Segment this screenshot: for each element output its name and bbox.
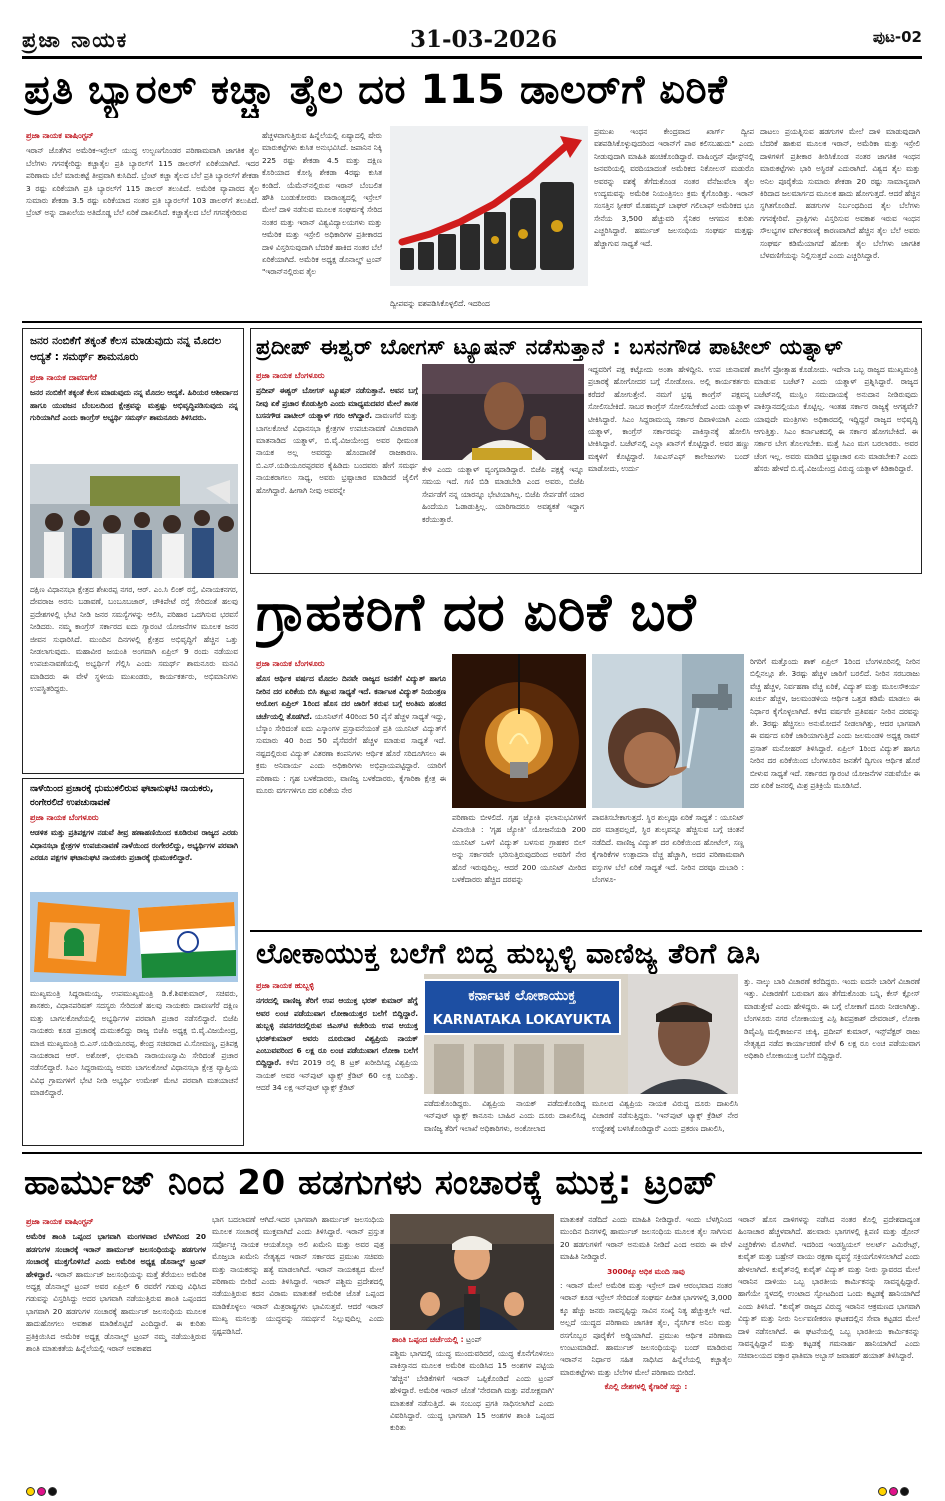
story3-col1 bbox=[256, 658, 446, 928]
story3-col3: ಪಾವತಿಸಬೇಕಾಗುತ್ತದೆ. ಸ್ಥಿರ ಶುಲ್ಕವೂ ಏರಿಕೆ ಸಾಧ್ಯತೆ : ಯೂನಿಟ್ ದರ ಮಾತ್ರವಲ್ಲದೆ, ಸ್ಥಿರ ಶುಲ್ಕವನ್ನೂ ಹೆಚ್ಚಿಸುವ ಬಗ್ಗೆ ಚಿಂತನೆ ನಡೆದಿದೆ. ವಾಣಿಜ್ಯ ವಿದ್ಯುತ್ ದರ ಏರಿಕೆಯಿಂದ ಹೋಟೆಲ್, ಸಣ್ಣ ಕೈಗಾರಿಕೆಗಳ ಉತ್ಪಾದನಾ ವೆಚ್ಚ ಹೆಚ್ಚಾಗಿ, ಅದರ ಪರಿಣಾಮವಾಗಿ ವಸ್ತುಗಳ ಬೆಲೆ ಏರಿಕೆ ಸಾಧ್ಯತೆ ಇದೆ. ನೀರಿನ ದರವೂ ದುಬಾರಿ : ಬೆಂಗಳೂ- bbox=[592, 813, 744, 885]
side2-byline: ಪ್ರಜಾ ನಾಯಕ ಬೆಂಗಳೂರು bbox=[30, 813, 99, 822]
side1-intro bbox=[30, 372, 238, 456]
side1-headline: ಜನರ ನಂಬಿಕೆಗೆ ತಕ್ಕಂತೆ ಕೆಲಸ ಮಾಡುವುದು ನನ್ನ ಮೊದಲ ಆದ್ಯತೆ : ಸಮರ್ಥ್ ಶಾಮನೂರು bbox=[30, 335, 222, 363]
story5-subhead-a: 3000ಕ್ಕೂ ಅಧಿಕ ಮಂದಿ ಸಾವು bbox=[607, 1266, 685, 1276]
footer-color-dots-left bbox=[26, 1481, 59, 1491]
side1-byline: ಪ್ರಜಾ ನಾಯಕ ದಾವಣಗೆರೆ bbox=[30, 373, 97, 382]
story5-intro: ಅಮೆರಿಕ ಶಾಂತಿ ಒಪ್ಪಂದ ಭಾಗವಾಗಿ ಮಂಗಳವಾರ ಬೆಳಗಿನಿಂದ 20 ಹಡಗುಗಳ ಸಂಚಾರಕ್ಕೆ ಇರಾನ್ ಹಾರ್ಮುಜ್ ಜಲಸಂಧಿಯನ್ನು ಹಡಗುಗಳ ಸಂಚಾರಕ್ಕೆ ಮುಕ್ತಗೊಳಿಸಿದೆ ಎಂದು ಅಮೆರಿಕ ಅಧ್ಯಕ್ಷ ಡೊನಾಲ್ಡ್ ಟ್ರಂಪ್ ಹೇಳಿದ್ದಾರೆ. bbox=[26, 1232, 206, 1279]
story1-col3: ಪ್ರಮುಖ ಇಂಧನ ಕೇಂದ್ರವಾದ ಖಾರ್ಗ್ ದ್ವೀಪ ವಶಪಡಿಸಿಕೊಳ್ಳುವುದರಿಂದ ಇರಾನ್‌ಗೆ ಪಾಠ ಕಲಿಸಬಹುದು" ಎಂದು ನೀಡುವುದಾಗಿ ಮಾಹಿತಿ ಹಂಚಿಕೊಂಡಿದ್ದಾರೆ. ವಾಷಿಂಗ್ಟನ್ ಪೋಸ್ಟ್‌ನಲ್ಲಿ ಜನವರಿಯಲ್ಲಿ ವರದಿಯಾದಂತೆ ಅಮೆರಿಕದ ನಿಕೋಲಸ್ ಮಡುರೊ ಅವರನ್ನು ವಶಕ್ಕೆ ತೆಗೆದುಕೊಂಡ ನಂತರ ವೆನೆಜುವೆಲಾ ತೈಲ ಉದ್ಯಮವನ್ನು ಅಮೆರಿಕ ನಿಯಂತ್ರಿಸಲು ಕ್ರಮ ಕೈಗೊಂಡಿತ್ತು. ಇರಾನ್ ಸಂಸತ್ತಿನ ಸ್ಪೀಕರ್ ಮೊಹಮ್ಮದ್ ಬಾಘರ್ ಗಲಿಬಾಫ್ ಅಮೆರಿಕದ ಭೂ ಸೇನೆಯ 3,500 ಹೆಚ್ಚುವರಿ ಸೈನಿಕರ ಆಗಮನ ಕುರಿತು ಎಚ್ಚರಿಸಿದ್ದಾರೆ. ಹರ್ಮುಜ್ ಜಲಸಂಧಿಯ ಸಂಘರ್ಷ ಮತ್ತಷ್ಟು ಹೆಚ್ಚಾಗುವ ಸಾಧ್ಯತೆ ಇದೆ. bbox=[594, 127, 754, 248]
story5-col4-a: ಮಾತುಕತೆ ನಡೆದಿದೆ ಎಂದು ಮಾಹಿತಿ ನೀಡಿದ್ದಾರೆ. ಇಂದು ಬೆಳಗ್ಗಿನಿಂದ ಮುಂದಿನ ದಿನಗಳಲ್ಲಿ ಹಾರ್ಮುಜ್ ಜಲಸಂಧಿಯ ಮೂಲಕ ತೈಲ ಸಾಗಿಸುವ 20 ಹಡಗುಗಳಿಗೆ ಇರಾನ್ ಅನುಮತಿ ನೀಡಿದೆ ಎಂದ ಅವರು ಈ ವೇಳೆ ಮಾಹಿತಿ ನೀಡಿದ್ದಾರೆ. bbox=[560, 1215, 732, 1262]
story1-col4: ದಾಟಲು ಪ್ರಯತ್ನಿಸುವ ಹಡಗುಗಳ ಮೇಲೆ ದಾಳಿ ಮಾಡುವುದಾಗಿ ಬೆದರಿಕೆ ಹಾಕುವ ಮೂಲಕ ಇರಾನ್, ಅಮೆರಿಕಾ ಮತ್ತು ಇಸ್ರೇಲಿ ದಾಳಿಗಳಿಗೆ ಪ್ರತೀಕಾರ ತೀರಿಸಿಕೊಂಡ ನಂತರ ಜಾಗತಿಕ ಇಂಧನ ಮಾರುಕಟ್ಟೆಗಳು ಭಾರಿ ಅಸ್ಥಿರತೆ ಎದುರಾಗಿದೆ. ವಿಶ್ವದ ತೈಲ ಮತ್ತು ಅನಿಲ ಪೂರೈಕೆಯ ಸುಮಾರು ಶೇಕಡಾ 20 ರಷ್ಟು ಸಾಮಾನ್ಯವಾಗಿ ಕಿರಿದಾದ ಜಲಮಾರ್ಗದ ಮೂಲಕ ಹಾದು ಹೋಗುತ್ತದೆ. ಆದರೆ ಹೆಚ್ಚಿನ ಸ್ಥಗಿತಗೊಂಡಿದೆ. ಹಡಗುಗಳ ನಿರ್ಬಂಧದಿಂದ ತೈಲ ಬೆಲೆಗಳು ಗಗನಕ್ಕೇರಿವೆ. ಪ್ರಾಕ್ಸಿಗಳು ವಿಸ್ತರಿಸುವ ಅವಕಾಶ ಇರುವ ಇಂಧನ ಸೌಲಭ್ಯಗಳ ವರ್ಗೀಕರಣಕ್ಕೆ ಕಾರಣವಾಗಿದೆ ಹೆಚ್ಚಿನ ತೈಲ ಬೆಲೆ ಅವರು ಸಂಘರ್ಷ ಕಡಿಮೆಯಾಗದೆ ಹೋಕು ತೈಲ ಬೆಲೆಗಳು ಜಾಗತಿಕ ಬೆಳವಣಿಗೆಯನ್ನು ನಿಲ್ಲಿಸುತ್ತದೆ ಎಂದು ಎಚ್ಚರಿಸಿದ್ದಾರೆ. bbox=[760, 127, 920, 261]
story5-caption-bold: ಶಾಂತಿ ಒಪ್ಪಂದ ಚರ್ಚೆಯಲ್ಲಿ : bbox=[392, 1335, 464, 1344]
story1-col1-text: ಇರಾನ್ ಜೊತೆಗಿನ ಅಮೆರಿಕ-ಇಸ್ರೇಲ್ ಯುದ್ಧ ಉಲ್ಬಣಗೊಂಡರ ಪರಿಣಾಮವಾಗಿ ಜಾಗತಿಕ ತೈಲ ಬೆಲೆಗಳು ಗಗನಕ್ಕೇರಿದ್ದು ಕಚ್ಚಾತೈಲ ಪ್ರತಿ ಬ್ಯಾರಲ್‌ಗೆ 115 ಡಾಲರ್‌ಗೆ ಏರಿಕೆಯಾಗಿದೆ. ಇದರ ಪರಿಣಾಮ ಬೆಲೆ ಮಾರುಕಟ್ಟೆ ತೀವ್ರವಾಗಿ ಕುಸಿದಿದೆ. ಬ್ರೆಂಟ್ ಕಚ್ಚಾ ತೈಲದ ಬೆಲೆ ಪ್ರತಿ ಬ್ಯಾರಲ್‌ಗೆ ಶೇಕಡಾ 3 ರಷ್ಟು ಏರಿಕೆಯಾಗಿ ಪ್ರತಿ ಬ್ಯಾರಲ್‌ಗೆ 115 ಡಾಲರ್ ತಲುಪಿದೆ. ಅಮೆರಿಕ ವ್ಯಾಪಾರದ ತೈಲ ಸುಮಾರು ಶೇಕಡಾ 3.5 ರಷ್ಟು ಏರಿಕೆಯಾದ ನಂತರ ಪ್ರತಿ ಬ್ಯಾರಲ್‌ಗೆ 103 ಡಾಲರ್‌ಗೆ ತಲುಪಿದೆ. ಬ್ರೆಂಟ್ ಅನ್ನು ದಾಖಲೆಯ ಅತಿದೊಡ್ಡ ಬೆಲೆ ಏರಿಕೆ ದಾಖಲಿಸಿದೆ. ಕಚ್ಚಾತೈಲದ ಬೆಲೆ ಗಗನಕ್ಕೇರಿರುವ bbox=[26, 146, 259, 218]
story1-byline: ಪ್ರಜಾ ನಾಯಕ ವಾಷಿಂಗ್ಟನ್ bbox=[26, 131, 94, 140]
story4-col1-text: ಕಳೆದ 2019 ರಲ್ಲಿ 8 ಟ್ರಕ್ ಖರೀದಿಸಿದ್ದ ವಿಶ್ವಪ್ರಿಯ ನಾಯಕ್ ಅವರ ಇನ್‌ಪುಟ್ ಟ್ಯಾಕ್ಸ್ ಕ್ರೆಡಿಟ್ 60 ಲಕ್ಷ ಬಂದಿತ್ತು. ಆದರೆ 34 ಲಕ್ಷ ಇನ್‌ಪುಟ್ ಟ್ಯಾಕ್ಸ್ ಕ್ರೆಡಿಟ್ bbox=[256, 1058, 418, 1093]
story5-caption-text: ಟ್ರಂಪ್ bbox=[466, 1335, 482, 1344]
story3-byline: ಪ್ರಜಾ ನಾಯಕ ಬೆಂಗಳೂರು bbox=[256, 659, 325, 668]
story5-subhead-b: ಕೊಲ್ಲಿ ದೇಶಗಳಲ್ಲಿ ಕೈಗಾರಿಕೆ ಸದ್ದು : bbox=[604, 1382, 688, 1392]
story5-headline: ಹಾರ್ಮುಜ್ ನಿಂದ 20 ಹಡಗುಗಳು ಸಂಚಾರಕ್ಕೆ ಮುಕ್ತ: ಟ್ರಂಪ್ bbox=[24, 1163, 717, 1203]
story5-col2: ಭಾಗ ಬದಲಾವಣೆ ಆಗಿದೆ.ಇದರ ಭಾಗವಾಗಿ ಹಾರ್ಮುಜ್ ಜಲಸಂಧಿಯ ಮೂಲಕ ಸಂಚಾರಕ್ಕೆ ಮುಕ್ತವಾಗಿದೆ ಎಂದು ತಿಳಿಸಿದ್ದಾರೆ. ಇರಾನ್ ಪ್ರಸ್ತುತ ಸರ್ವೋಚ್ಚ ನಾಯಕ ಆಯತೊಲ್ಲಾ ಅಲಿ ಖಮೇನಿ ಮತ್ತು ಅವರ ಪುತ್ರ ಮೊಜ್ತಬಾ ಖಮೇನಿ ನೇತೃತ್ವದ ಇರಾನ್ ಸರ್ಕಾರದ ಪ್ರಮುಖ ಸಚಿವರು ಮತ್ತು ನಾಯಕರನ್ನು ಹತ್ಯೆ ಮಾಡಲಾಗಿದೆ. ಇರಾನ್ ನಾಯಕತ್ವದ ಮೇಲೆ ಪರಿಣಾಮ ಬೀರಿದೆ ಎಂದು ತಿಳಿಸಿದ್ದಾರೆ. ಇರಾನ್ ಪಶ್ಚಿಮ ಪ್ರದೇಶದಲ್ಲಿ ನಡೆಯುತ್ತಿರುವ ಕದನ ವಿರಾಮ ಮಾತುಕತೆ ಅಮೆರಿಕ ಜೊತೆ ಒಪ್ಪಂದ ಮಾಡಿಕೊಳ್ಳಲು ಇರಾನ್ ಮಿತ್ರರಾಷ್ಟ್ರಗಳು ಭಾವಿಸುತ್ತವೆ. ಆದರೆ ಇರಾನ್ ಮುಖ್ಯ ಮಸಲತ್ತು ಯುದ್ಧವನ್ನು ಸಮರ್ಥನೆ ನಿಲ್ಲುವುದಿಲ್ಲ ಎಂದು ಸ್ಪಷ್ಟಪಡಿಸಿದೆ. bbox=[212, 1215, 384, 1336]
story2-col4: ಶಾಲೆಗೆ ಪ್ರೋತ್ಸಾಹ ಕೊಡೋದು. ಇದೇನಾ ಒಬ್ಬ ರಾಜ್ಯದ ಮುಖ್ಯಮಂತ್ರಿ ಮಾಡುವ ಬಜೆಟ್? ಎಂದು ಯತ್ನಾಳ್ ಪ್ರಶ್ನಿಸಿದ್ದಾರೆ. ರಾಜ್ಯದ ಬಜೆಟ್‌ನಲ್ಲಿ ಮುಸ್ಲಿಂ ಸಮುದಾಯಕ್ಕೆ ಅನುದಾನ ನೀಡಿರುವುದು ಪಾಕಿಸ್ತಾನದಲ್ಲಿಯೂ ಕೊಟ್ಟಿಲ್ಲ. ಇಂತಹ ಸರ್ಕಾರ ರಾಜ್ಯಕ್ಕೆ ಅಗತ್ಯವೇ? ಯಾವುದೇ ಮಂತ್ರಿಗಳು ಅಧಿಕಾರದಲ್ಲಿ ಇದ್ದಿದ್ದರೆ ರಾಜ್ಯದ ಅಭಿವೃದ್ಧಿ ಆಗುತ್ತಿತ್ತು. ಸಿಎಂ ಕರ್ನಾಟಕದಲ್ಲಿ ಈ ಸರ್ಕಾರ ಹೋಗಬೇಕಿದೆ. ಈ ಸರ್ಕಾರ ಬೇಗ ತೊಲಗಬೇಕು. ಮತ್ತೆ ಸಿಎಂ ಮಗ ಬರಲಾರರು. ಅವರ ಚೆಂಗ ಇಲ್ಲ. ಅವರು ಮಾಡಿದ ಭ್ರಷ್ಟಾಚಾರ ಏನು ಮಾಡಬೇಕು? ಎಂದು ಹೆಸರು ಹೇಳದೆ ಬಿ.ವೈ.ವಿಜಯೇಂದ್ರ ವಿರುದ್ಧ ಯತ್ನಾಳ್ ಕಿಡಿಕಾರಿದ್ದಾರೆ. bbox=[754, 365, 918, 474]
story4-col4: ತ್ತು. ನಾಲ್ಕು ಬಾರಿ ವಿಚಾರಣೆ ಕರೆದಿದ್ದರು. ಇಂದು ಐದನೇ ಬಾರಿಗೆ ವಿಚಾರಣೆ ಇತ್ತು. ವಿಚಾರಣೆಗೆ ಬರುವಾಗ ಹಣ ತೆಗೆದುಕೊಂಡು ಬನ್ನಿ, ಕೇಸ್ ಕ್ಲೋಸ್ ಮಾಡುತ್ತೇವೆ ಎಂದು ಹೇಳಿದ್ದರು. ಈ ಬಗ್ಗೆ ಲೋಕಾಗೆ ದೂರು ನೀಡಲಾಗಿತ್ತು. ಬೆಂಗಳೂರು ನಗರ ಲೋಕಾಯುಕ್ತ ಎಸ್ಪಿ ಶಿವಪ್ರಕಾಶ್ ದೇವರಾಜ್, ಲೋಕಾ ಡಿವೈಎಸ್ಪಿ ಮಲ್ಲಿಕಾರ್ಜುನ ಚುಕ್ಕಿ, ಪ್ರದೀಪ್ ಕುಮಾರ್, ಇನ್ಸ್‌ಪೆಕ್ಟರ್ ರಾಜು ನೇತೃತ್ವದ ನಡೆದ ಕಾರ್ಯಾಚರಣೆ ವೇಳೆ 6 ಲಕ್ಷ ರೂ ಲಂಚ ಪಡೆಯುವಾಗ ಅಧಿಕಾರಿ ಲೋಕಾಯುಕ್ತ ಬಲೆಗೆ ಬಿದ್ದಿದ್ದಾರೆ. bbox=[744, 977, 920, 1061]
story4-intro: ನಗರದಲ್ಲಿ ವಾಣಿಜ್ಯ ತೆರಿಗೆ ಉಪ ಆಯುಕ್ತ ಭರತ್ ಕುಮಾರ್ ಹೆಗ್ಡೆ ಅವರ ಲಂಚ ಪಡೆಯುವಾಗ ಲೋಕಾಯುಕ್ತರ ಬಲೆಗೆ ಬಿದ್ದಿದ್ದಾರೆ. ಹುಬ್ಬಳ್ಳಿ ನವನಗರದಲ್ಲಿರುವ ಜಿಎಸ್‌ಟಿ ಕಚೇರಿಯ ಉಪ ಆಯುಕ್ತ ಭರತ್‌ಕುಮಾರ್ ಅವರು ದೂರುದಾರ ವಿಶ್ವಪ್ರಿಯ ನಾಯಕ್ ಎಂಬುವವರಿಂದ 6 ಲಕ್ಷ ರೂ ಲಂಚ ಪಡೆಯುವಾಗ ಲೋಕಾ ಬಲೆಗೆ ಬಿದ್ದಿದ್ದಾರೆ. bbox=[256, 996, 418, 1068]
story4-byline: ಪ್ರಜಾ ನಾಯಕ ಹುಬ್ಬಳ್ಳಿ bbox=[256, 981, 314, 990]
story5-col3: ಪಶ್ಚಿಮ ಭಾಗದಲ್ಲಿ ಯುದ್ಧ ಮುಂದುವರಿದರೆ, ಯುದ್ಧ ಕೊನೆಗೊಳಿಸಲು ಪಾಕಿಸ್ತಾನದ ಮೂಲಕ ಅಮೆರಿಕ ಮಂಡಿಸಿದ 15 ಅಂಶಗಳ ಪಟ್ಟಿಯ 'ಹೆಚ್ಚಿನ' ಬೇಡಿಕೆಗಳಿಗೆ ಇರಾನ್ ಒಪ್ಪಿಕೊಂಡಿದೆ ಎಂದು ಟ್ರಂಪ್ ಹೇಳಿದ್ದಾರೆ. ಅಮೆರಿಕ ಇರಾನ್ ಜೊತೆ 'ನೇರವಾಗಿ ಮತ್ತು ಪರೋಕ್ಷವಾಗಿ' ಮಾತುಕತೆ ನಡೆಸುತ್ತಿದೆ. ಈ ಸಂಬಂಧ ಪ್ರಗತಿ ಸಾಧಿಸಲಾಗಿದೆ ಎಂದು ವಿವರಿಸಿದ್ದಾರೆ. ಯುದ್ಧ ಭಾಗವಾಗಿ 15 ಅಂಶಗಳ ಶಾಂತಿ ಒಪ್ಪಂದ ಕುರಿತು bbox=[390, 1349, 554, 1433]
story3-bottom-rule bbox=[250, 930, 922, 932]
story5-photo-caption bbox=[392, 1334, 554, 1345]
story4-bottom-rule bbox=[22, 1152, 922, 1154]
story5-col5: ಇರಾನ್ ಹೊಸ ದಾಳಿಗಳನ್ನು ನಡೆಸಿದ ನಂತರ ಕೊಲ್ಲಿ ಪ್ರದೇಶದಾದ್ಯಂತ ಹಿಂಸಾಚಾರ ಹೆಚ್ಚಳವಾಗಿದೆ. ಹಲವಾರು ಭಾಗಗಳಲ್ಲಿ ಕ್ಷಿಪಣಿ ಮತ್ತು ಡ್ರೋನ್ ಎಚ್ಚರಿಕೆಗಳು ಮೊಳಗಿವೆ. ಇದರಿಂದ ಇಂಡಸ್ಟ್ರಿಯಲ್ ಅಲರ್ಟ್ ಎಮಿರೇಟ್ಸ್, ಕುವೈತ್ ಮತ್ತು ಬಹ್ರೇನ್ ವಾಯು ರಕ್ಷಣಾ ವ್ಯವಸ್ಥೆ ಸಕ್ರಿಯಗೊಳಿಸಲಾಗಿದೆ ಎಂದು ಹೇಳಲಾಗಿದೆ. ಕುವೈತ್‌ನಲ್ಲಿ ಕುವೈತ್ ವಿದ್ಯುತ್ ಮತ್ತು ನೀರು ಸ್ಥಾವರದ ಮೇಲೆ ಇರಾನಿನ ದಾಳಿಯು ಒಬ್ಬ ಭಾರತೀಯ ಕಾರ್ಮಿಕನನ್ನು ಸಾವನ್ನಪ್ಪಿದ್ದಾರೆ. ಹಾಗೆಯೇ ಸ್ಥಳದಲ್ಲಿ ಉಂಟಾದ ಸ್ಫೋಟದಿಂದ ಒಂದು ಕಟ್ಟಡಕ್ಕೆ ಹಾನಿಯಾಗಿದೆ ಎಂದು ತಿಳಿಸಿದೆ. "ಕುವೈತ್ ರಾಜ್ಯದ ವಿರುದ್ಧ ಇರಾನಿನ ಆಕ್ರಮಣದ ಭಾಗವಾಗಿ ವಿದ್ಯುತ್ ಮತ್ತು ನೀರು ನಿರ್ಲವಣೀಕರಣ ಘಟಕದಲ್ಲಿನ ಸೇವಾ ಕಟ್ಟಡದ ಮೇಲೆ ದಾಳಿ ನಡೆಸಲಾಗಿದೆ. ಈ ಘಟನೆಯಲ್ಲಿ ಒಬ್ಬ ಭಾರತೀಯ ಕಾರ್ಮಿಕನನ್ನು ಸಾವನ್ನಪ್ಪಿದ್ದಾನೆ ಮತ್ತು ಕಟ್ಟಡಕ್ಕೆ ಗಮನಾರ್ಹ ಹಾನಿಯಾಗಿದೆ ಎಂದು ಸಚಿವಾಲಯದ ವಕ್ತಾರ ಫಾತಿಮಾ ಅಬ್ಬಾಸ್ ಜವಾಹರ್ ಹಯಾತ್ ತಿಳಿಸಿದ್ದಾರೆ. bbox=[738, 1215, 920, 1361]
side2-headline: ನಾಳೆಯಿಂದ ಪ್ರಚಾರಕ್ಕೆ ಧುಮುಕಲಿರುವ ಘಟಾನುಘಟಿ ನಾಯಕರು, ರಂಗೇರಲಿದೆ ಉಪಚುನಾವಣೆ bbox=[30, 784, 214, 808]
story1-photo-caption: ದ್ವೀಪವನ್ನು ವಶಪಡಿಸಿಕೊಳ್ಳಲಿದೆ. ಇದರಿಂದ bbox=[390, 299, 490, 308]
story2-byline: ಪ್ರಜಾ ನಾಯಕ ಬೆಂಗಳೂರು bbox=[256, 371, 325, 380]
side1-intro-text: ಜನರ ನಂಬಿಕೆಗೆ ತಕ್ಕಂತೆ ಕೆಲಸ ಮಾಡುವುದು ನನ್ನ ಮೊದಲ ಆದ್ಯತೆ. ಹಿರಿಯರ ಆಶೀರ್ವಾದ ಹಾಗೂ ಯುವಜನ ಬೆಂಬಲದಿಂದ ಕ್ಷೇತ್ರವನ್ನು ಮತ್ತಷ್ಟು ಅಭಿವೃದ್ಧಿಪಡಿಸುವುದು ನನ್ನ ಗುರಿಯಾಗಿದೆ ಎಂದು ಕಾಂಗ್ರೆಸ್ ಅಭ್ಯರ್ಥಿ ಸಮರ್ಥ್ ಶಾಮನೂರು ತಿಳಿಸಿದರು. bbox=[30, 388, 238, 423]
story1-col2: ಹೆಚ್ಚಳವಾಗುತ್ತಿರುವ ಹಿನ್ನೆಲೆಯಲ್ಲಿ ಏಷ್ಯಾದಲ್ಲಿ ಷೇರು ಮಾರುಕಟ್ಟೆಗಳು ಕುಸಿತ ಅನುಭವಿಸಿದೆ. ಜಪಾನಿನ ನಿಕ್ಕಿ 225 ರಷ್ಟು ಶೇಕಡಾ 4.5 ಮತ್ತು ದಕ್ಷಿಣ ಕೊರಿಯಾದ ಕೋಸ್ಪಿ ಶೇಕಡಾ 4ರಷ್ಟು ಕುಸಿತ ಕಂಡಿದೆ. ಯೆಮೆನ್‌ನಲ್ಲಿರುವ ಇರಾನ್ ಬೆಂಬಲಿತ ಹೌತಿ ಬಂಡುಕೋರರು ವಾರಾಂತ್ಯದಲ್ಲಿ ಇಸ್ರೇಲ್ ಮೇಲೆ ದಾಳಿ ನಡೆಸುವ ಮೂಲಕ ಸಂಘರ್ಷಕ್ಕೆ ಸೇರಿದ ನಂತರ ಮತ್ತು ಇರಾನ್ ವಿಶ್ವವಿದ್ಯಾಲಯಗಳು ಮತ್ತು ಆಮೆರಿಕ ಮತ್ತು ಇಸ್ರೇಲಿ ಅಧಿಕಾರಿಗಳ ಪ್ರತೀಕಾರದ ದಾಳಿ ವಿಸ್ತರಿಸುವುದಾಗಿ ಬೆದರಿಕೆ ಹಾಕಿದ ನಂತರ ಬೆಲೆ ಏರಿಕೆಯಾಗಿದೆ. ಅಮೆರಿಕ ಅಧ್ಯಕ್ಷ ಡೊನಾಲ್ಡ್ ಟ್ರಂಪ್ "ಇರಾನ್‌ನಲ್ಲಿರುವ ತೈಲ bbox=[262, 131, 382, 277]
bulb-photo bbox=[452, 654, 586, 808]
lokayukta-photo bbox=[424, 974, 738, 1094]
masthead bbox=[22, 28, 922, 54]
side2-intro bbox=[30, 812, 238, 888]
story3-intro: ಹೊಸ ಆರ್ಥಿಕ ವರ್ಷದ ಮೊದಲ ದಿನವೇ ರಾಜ್ಯದ ಜನತೆಗೆ ವಿದ್ಯುತ್ ಹಾಗೂ ನೀರಿನ ದರ ಏರಿಕೆಯ ಬಿಸಿ ತಟ್ಟುವ ಸಾಧ್ಯತೆ ಇದೆ. ಕರ್ನಾಟಕ ವಿದ್ಯುತ್ ನಿಯಂತ್ರಣ ಆಯೋಗ ಏಪ್ರಿಲ್ 1ರಿಂದ ಹೊಸ ದರ ಜಾರಿಗೆ ತರುವ ಬಗ್ಗೆ ಅಂತಿಮ ಹಂತದ ಚರ್ಚೆಯಲ್ಲಿ ತೊಡಗಿದೆ. bbox=[256, 674, 446, 721]
trump-photo bbox=[390, 1214, 554, 1330]
side2-body: ಮುಖ್ಯಮಂತ್ರಿ ಸಿದ್ದರಾಮಯ್ಯ, ಉಪಮುಖ್ಯಮಂತ್ರಿ ಡಿ.ಕೆ.ಶಿವಕುಮಾರ್, ಸಚಿವರು, ಶಾಸಕರು, ವಿಧಾನಪರಿಷತ್ ಸದಸ್ಯರು ಸೇರಿದಂತೆ ಹಲವು ನಾಯಕರು ದಾವಣಗೆರೆ ದಕ್ಷಿಣ ಮತ್ತು ಬಾಗಲಕೋಟೆಯಲ್ಲಿ ಅಭ್ಯರ್ಥಿಗಳ ಪರವಾಗಿ ಪ್ರಚಾರ ನಡೆಸಲಿದ್ದಾರೆ. ಬಿಜೆಪಿ ನಾಯಕರು ಕೂಡ ಪ್ರಚಾರಕ್ಕೆ ದುಮುಕಲಿದ್ದು ರಾಜ್ಯ ಬಿಜೆಪಿ ಅಧ್ಯಕ್ಷ ಬಿ.ವೈ.ವಿಜಯೇಂದ್ರ, ಮಾಜಿ ಮುಖ್ಯಮಂತ್ರಿ ಬಿ.ಎಸ್.ಯಡಿಯೂರಪ್ಪ, ಕೇಂದ್ರ ಸಚಿವರಾದ ವಿ.ಸೋಮಣ್ಣ, ಪ್ರತಿಪಕ್ಷ ನಾಯಕರಾದ ಆರ್. ಅಶೋಕ್, ಛಲವಾದಿ ನಾರಾಯಣಸ್ವಾಮಿ ಸೇರಿದಂತೆ ಪ್ರಚಾರ ನಡೆಸಲಿದ್ದಾರೆ. ಸಿಎಂ ಸಿದ್ದರಾಮಯ್ಯ ಅವರು ಬಾಗಲಕೋಟೆ ವಿಧಾನಸಭಾ ಕ್ಷೇತ್ರ ವ್ಯಾಪ್ತಿಯ ವಿವಿಧ ಗ್ರಾಮಗಳಿಗೆ ಭೇಟಿ ನೀಡಿ ಅಭ್ಯರ್ಥಿ ಉಮೇಶ್ ಮೇಟಿ ಪರವಾಗಿ ಮತಯಾಚನೆ ಮಾಡಲಿದ್ದಾರೆ. bbox=[30, 989, 238, 1098]
story5-col4-b: : ಇರಾನ್ ಮೇಲೆ ಅಮೆರಿಕ ಮತ್ತು ಇಸ್ರೇಲ್ ದಾಳಿ ಆರಂಭವಾದ ನಂತರ ಇರಾನ್ ಕೂಡ ಇಸ್ರೇಲ್ ಸೇರಿದಂತೆ ಸಂಘರ್ಷ ಪೀಡಿತ ಭಾಗಗಳಲ್ಲಿ 3,000 ಕ್ಕೂ ಹೆಚ್ಚು ಜನರು ಸಾವನ್ನಪ್ಪಿದ್ದು ಸಾವಿನ ಸಂಖ್ಯೆ ನಿತ್ಯ ಹೆಚ್ಚುತ್ತಲೇ ಇದೆ. ಅಲ್ಲದೆ ಯುದ್ಧದ ಪರಿಣಾಮ ಜಾಗತಿಕ ತೈಲ, ನೈಸರ್ಗಿಕ ಅನಿಲ ಮತ್ತು ರಸಗೊಬ್ಬರ ಪೂರೈಕೆಗೆ ಅಡ್ಡಿಯಾಗಿದೆ. ಪ್ರಮುಖ ಆರ್ಥಿಕ ಪರಿಣಾಮ ಉಂಟುಮಾಡಿದೆ. ಹಾರ್ಮುಜ್ ಜಲಸಂಧಿಯನ್ನು ಬಂದ್ ಮಾಡಿರುವ ಇರಾನ್‌ನ ನಿರ್ಧಾರ ಸಹಿತ ಸಾಧಿಸಿದ ಹಿನ್ನೆಲೆಯಲ್ಲಿ ಕಚ್ಚಾತೈಲ ಮಾರುಕಟ್ಟೆಗಳು ಮತ್ತು ಬೆಲೆಗಳ ಮೇಲೆ ಪರಿಣಾಮ ಬೀರಿದೆ. bbox=[560, 1281, 732, 1377]
party-flags-photo bbox=[30, 892, 238, 982]
story4-col3: ಮೂಲದ ವಿಶ್ವಪ್ರಿಯ ನಾಯಕ ವಿರುದ್ಧ ದೂರು ದಾಖಲಿಸಿ ವಿಚಾರಣೆ ನಡೆಸುತ್ತಿದ್ದರು. 'ಇನ್‌ಪುಟ್ ಟ್ಯಾಕ್ಸ್ ಕ್ರೆಡಿಟ್ ನೇರ ಉದ್ದೇಶಕ್ಕೆ ಬಳಸಿಕೊಂಡಿದ್ದಾರೆ' ಎಂದು ಪ್ರಕರಣ ದಾಖಲಿಸಿ, bbox=[592, 1099, 738, 1133]
story1-col1 bbox=[26, 130, 259, 316]
story3-col4: ರಿಗರಿಗೆ ಮತ್ತೊಂದು ಶಾಕ್ ಏಪ್ರಿಲ್ 1ರಿಂದ ಬೆಂಗಳೂರಿನಲ್ಲಿ ನೀರಿನ ಬಿಲ್ಲಿನಲ್ಲೂ ಶೇ. 3ರಷ್ಟು ಹೆಚ್ಚಳ ಜಾರಿಗೆ ಬರಲಿದೆ. ನೀರಿನ ಸರಬರಾಜು ವೆಚ್ಚ ಹೆಚ್ಚಳ, ನಿರ್ವಹಣಾ ವೆಚ್ಚ ಏರಿಕೆ, ವಿದ್ಯುತ್ ಮತ್ತು ಮೂಲಸೌಕರ್ಯ ಖರ್ಚು ಹೆಚ್ಚಳ, ಜಲಮಂಡಳಿಯ ಆರ್ಥಿಕ ಒತ್ತಡ ಕಡಿಮೆ ಮಾಡಲು ಈ ನಿರ್ಧಾರ ಕೈಗೊಳ್ಳಲಾಗಿದೆ. ಕಳೆದ ವರ್ಷವೇ ಪ್ರತಿವರ್ಷ ನೀರಿನ ದರವನ್ನು ಶೇ. 3ರಷ್ಟು ಹೆಚ್ಚಿಸಲು ಅನುಮೋದನೆ ನೀಡಲಾಗಿತ್ತು, ಆದರ ಭಾಗವಾಗಿ ಈ ವರ್ಷದ ಏರಿಕೆ ಜಾರಿಯಾಗುತ್ತಿದೆ ಎಂದು ಜಲಮಂಡಳಿ ಅಧ್ಯಕ್ಷ ರಾಮ್ ಪ್ರಸಾತ್ ಮನೋಹರ್ ತಿಳಿಸಿದ್ದಾರೆ. ಏಪ್ರಿಲ್ 1ರಿಂದ ವಿದ್ಯುತ್ ಹಾಗೂ ನೀರಿನ ದರ ಏರಿಕೆಯಿಂದ ಬೆಂಗಳೂರಿನ ಜನತೆಗೆ ದ್ವಿಗುಣ ಆರ್ಥಿಕ ಹೊರೆ ಬೀಳುವ ಸಾಧ್ಯತೆ ಇದೆ. ಸರ್ಕಾರದ ಗ್ಯಾರಂಟಿ ಯೋಜನೆಗಳ ನಡುವೆಯೇ ಈ ದರ ಏರಿಕೆ ಜನರಲ್ಲಿ ಮಿಶ್ರ ಪ್ರತಿಕ್ರಿಯೆ ಮೂಡಿಸಿದೆ. bbox=[750, 657, 920, 791]
oil-chart-illustration bbox=[390, 126, 588, 286]
page-number: ಪುಟ-02 bbox=[872, 28, 922, 46]
story4-col2: ಪಡೆದುಕೊಂಡಿದ್ದರು. ವಿಶ್ವಪ್ರಿಯ ನಾಯಕ್ ಪಡೆದುಕೊಂಡಿದ್ದ ಇನ್‌ಪುಟ್ ಟ್ಯಾಕ್ಸ್ ಕಾನೂನು ಬಾಹಿರ ಎಂದು ದೂರು ದಾಖಲಿಸಿದ್ದ ವಾಣಿಜ್ಯ ತೆರಿಗೆ ಇಲಾಖೆ ಅಧಿಕಾರಿಗಳು, ಅಂಕೋಲಾದ bbox=[424, 1099, 586, 1133]
story5-col1 bbox=[26, 1216, 206, 1478]
story5-byline: ಪ್ರಜಾ ನಾಯಕ ವಾಷಿಂಗ್ಟನ್ bbox=[26, 1217, 94, 1226]
water-tap-photo bbox=[592, 654, 744, 808]
story2-intro: ಪ್ರದೀಪ್ ಈಶ್ವರ್ ಬೋಗಸ್ ಟ್ಯೂಷನ್ ನಡೆಸುತ್ತಾನೆ. ಅವನ ಬಗ್ಗೆ ನೀವು ಏಕೆ ಪ್ರಚಾರ ಕೊಡುತ್ತೀರಿ ಎಂದು ಮಾಧ್ಯಮದವರ ಮೇಲೆ ಶಾಸಕ ಬಸನಗೌಡ ಪಾಟೀಲ್ ಯತ್ನಾಳ್ ಗರಂ ಆಗಿದ್ದಾರೆ. bbox=[256, 386, 418, 421]
story3-col2: ಪರಿಣಾಮ ಬೀಳಲಿದೆ. ಗೃಹ ಜ್ಯೋತಿ ಫಲಾನುಭವಿಗಳಿಗೆ ವಿನಾಯಿತಿ : 'ಗೃಹ ಜ್ಯೋತಿ' ಯೋಜನೆಯಡಿ 200 ಯೂನಿಟ್ ಒಳಗೆ ವಿದ್ಯುತ್ ಬಳಸುವ ಗ್ರಾಹಕರ ಬಿಲ್ ಅನ್ನು ಸರ್ಕಾರವೇ ಭರಿಸುತ್ತಿರುವುದರಿಂದ ಅವರಿಗೆ ನೇರ ಹೊರೆ ಇರುವುದಿಲ್ಲ. ಆದರೆ 200 ಯೂನಿಟ್ ಮೀರಿದ ಬಳಕೆದಾರರು ಹೆಚ್ಚಿದ ದರವನ್ನು bbox=[452, 813, 586, 885]
story5-col1-text: ಇರಾನ್ ಹಾರ್ಮುಜ್ ಜಲಸಂಧಿಯನ್ನು ಮತ್ತೆ ತೆರೆಯಲು ಅಮೆರಿಕ ಅಧ್ಯಕ್ಷ ಡೊನಾಲ್ಡ್ ಟ್ರಂಪ್ ಅವರ ಏಪ್ರಿಲ್ 6 ರವರೆಗೆ ಗಡುವು ವಿಧಿಸಿದ ಗಡುವನ್ನು ವಿಸ್ತರಿಸಿದ್ದು ಅದರ ಭಾಗವಾಗಿ ನಡೆಯುತ್ತಿರುವ ಶಾಂತಿ ಒಪ್ಪಂದದ ಭಾಗವಾಗಿ 20 ಹಡಗುಗಳ ಸಂಚಾರಕ್ಕೆ ಹಾರ್ಮುಜ್ ಜಲಸಂಧಿಯ ಮೂಲಕ ಹಾದುಹೋಗಲು ಅವಕಾಶ ಮಾಡಿಕೊಟ್ಟಿದೆ ಎಂದಿದ್ದಾರೆ. ಈ ಕುರಿತು ಪ್ರತಿಕ್ರಿಯಿಸಿದ ಅಮೆರಿಕ ಅಧ್ಯಕ್ಷ ಡೊನಾಲ್ಡ್ ಟ್ರಂಪ್ ನಮ್ಮ ನಡೆಯುತ್ತಿರುವ ಶಾಂತಿ ಮಾತುಕತೆಯ ಹಿನ್ನೆಲೆಯಲ್ಲಿ ಇರಾನ್ ಅವಕಾಶದ bbox=[26, 1269, 206, 1354]
masthead-rule bbox=[22, 56, 922, 59]
side2-intro-text: ಆಡಳಿತ ಮತ್ತು ಪ್ರತಿಪಕ್ಷಗಳ ನಡುವೆ ತೀವ್ರ ಹಣಾಹಣಿಯಿಂದ ಕೂಡಿರುವ ರಾಜ್ಯದ ಎರಡು ವಿಧಾನಸಭಾ ಕ್ಷೇತ್ರಗಳ ಉಪಚುನಾವಣೆ ನಾಳೆಯಿಂದ ರಂಗೇರಲಿದ್ದು, ಅಭ್ಯರ್ಥಿಗಳ ಪರವಾಗಿ ಎರಡೂ ಪಕ್ಷಗಳ ಘಟಾನುಘಟಿ ನಾಯಕರು ಪ್ರಚಾರಕ್ಕೆ ಧುಮುಕಲಿದ್ದಾರೆ. bbox=[30, 828, 238, 863]
story2-col1-text: ದಾವಣಗೆರೆ ಮತ್ತು ಬಾಗಲಕೋಟೆ ವಿಧಾನಸಭಾ ಕ್ಷೇತ್ರಗಳ ಉಪಚುನಾವಣೆ ವಿಚಾರವಾಗಿ ಮಾತನಾಡಿದ ಯತ್ನಾಳ್, ಬಿ.ವೈ.ವಿಜಯೇಂದ್ರ ಅವರ ಧೀಮಂತ ನಾಯಕ ಅಲ್ಲ ಅವರದ್ದು ಹೊಂದಾಣಿಕೆ ರಾಜಕಾರಣ. ಬಿ.ಎಸ್.ಯಡಿಯೂರಪ್ಪರವರ ಕೈಹಿಡಿದು ಬಂದವರು ಹೇಗೆ ಸಮರ್ಥ ನಾಯಕರಾಗಲು ಸಾಧ್ಯ, ಅವರು ಭ್ರಷ್ಟಾಚಾರ ಮಾಡಿದರೆ ಜೈಲಿಗೆ ಹೋಗಿದ್ದಾರೆ. ಹೀಗಾಗಿ ನೀವು ಅವರನ್ನೇ bbox=[256, 411, 418, 495]
story2-col3: ಇದ್ದವರಿಗೆ ಪಕ್ಷ ಕಟ್ಟೋದು ಅಂತಾ ಹೇಳಿದ್ದೀನಿ. ಉಪ ಚುನಾವಣೆ ಪ್ರಚಾರಕ್ಕೆ ಹೋಗೋದರ ಬಗ್ಗೆ ನೋಡೋಣ. ಅಲ್ಲಿ ಕಾರ್ಯಕರ್ತರು ಕರೆದರೆ ಹೋಗುತ್ತೇನೆ. ನಮಗೆ ಭ್ರಷ್ಟ ಕಾಂಗ್ರೆಸ್ ಪಕ್ಷವನ್ನ ಸೋಲಿಸಬೇಕಿದೆ. ಸಾಬರ ಕಾಂಗ್ರೆಸ್ ಸೋಲಿಸಬೇಕೆಂದೆ ಎಂದು ಯತ್ನಾಳ್ ಟೀಕಿಸಿದ್ದಾರೆ. ಸಿಎಂ ಸಿದ್ದರಾಮಯ್ಯ ಸರ್ಕಾರ ದಿವಾಳಿಯಾಗಿ ಎಂದು ಯತ್ನಾಳ್, ಕಾಂಗ್ರೆಸ್ ಸರ್ಕಾರವನ್ನು ಪಾಕಿಸ್ತಾನಕ್ಕೆ ಹೋಲಿಸಿ ಟೀಕಿಸಿದ್ದಾರೆ. ಬಜೆಟ್‌ನಲ್ಲಿ ಎಲ್ಲಾ ಖಾನ್‌ಗೆ ಕೊಟ್ಟಿದ್ದಾರೆ. ಅವರ ಹಣ್ಣು ಮಕ್ಕಳಿಗೆ ಕೊಟ್ಟಿದ್ದಾರೆ. ಸಿಐಎಸ್ಎಫ್ ಕಾಲೇಜುಗಳು ಬಂದ್ ಮಾಡೋದು, ಉರ್ದು bbox=[588, 365, 750, 474]
campaign-photo bbox=[30, 464, 238, 578]
story5-col4 bbox=[560, 1214, 732, 1478]
story2-col1 bbox=[256, 370, 418, 566]
oil-barrels-photo bbox=[390, 126, 588, 286]
yatnal-photo bbox=[422, 364, 584, 460]
story1-bottom-rule bbox=[22, 321, 922, 323]
issue-date: 31-03-2026 bbox=[410, 26, 558, 53]
footer-color-dots-right bbox=[878, 1481, 911, 1491]
story2-col2: ಕೇಳಿ ಎಂದು ಯತ್ನಾಳ್ ವ್ಯಂಗ್ಯವಾಡಿದ್ದಾರೆ. ಬಿಜೆಪಿ ಪಕ್ಷಕ್ಕೆ ಇನ್ನೂ ಸಮಯ ಇದೆ. ಗಣಿ ಬಿಡಿ ಮಾಡಬೇಡಿ ಎಂದ ಅವರು, ಬಿಜೆಪಿ ಸೇರ್ಪಡೆಗೆ ನನ್ನ ಯಾರನ್ನೂ ಭೇಟಿಯಾಗಿಲ್ಲ. ಬಿಜೆಪಿ ಸೇರ್ಪಡೆಗೆ ಯಾರ ಹಿಂದೆಯೂ ಓಡಾಡುತ್ತಿಲ್ಲ. ಯಾರಿಗಾದರೂ ಅವಶ್ಯಕತೆ ಇದ್ದಾಗ ಕರೆಯುತ್ತಾರೆ. bbox=[422, 465, 584, 524]
lokayukta-sign-english: KARNATAKA LOKAYUKTA bbox=[432, 1013, 612, 1028]
story2-headline: ಪ್ರದೀಪ್ ಈಶ್ವರ್ ಬೋಗಸ್ ಟ್ಯೂಷನ್ ನಡೆಸುತ್ತಾನೆ : ಬಸನಗೌಡ ಪಾಟೀಲ್ ಯತ್ನಾಳ್ bbox=[256, 335, 844, 359]
lokayukta-sign-kannada: ಕರ್ನಾಟಕ ಲೋಕಾಯುಕ್ತ bbox=[468, 988, 576, 1004]
story4-headline: ಲೋಕಾಯುಕ್ತ ಬಲೆಗೆ ಬಿದ್ದ ಹುಬ್ಬಳ್ಳಿ ವಾಣಿಜ್ಯ ತೆರಿಗೆ ಡಿಸಿ bbox=[256, 937, 761, 970]
side1-body: ದಕ್ಷಿಣ ವಿಧಾನಸಭಾ ಕ್ಷೇತ್ರದ ಶೇಖರಪ್ಪ ನಗರ, ಆರ್. ಎಂ.ಸಿ ಲಿಂಕ್ ರಸ್ತೆ, ವಿನಾಯಕನಗರ, ದೇವರಾಜ ಅರಸು ಬಡಾವಣೆ, ಬಂಬೂಬಜಾರ್, ಚೌಕಿಪೇಟೆ ರಸ್ತೆ ಸೇರಿದಂತೆ ಹಲವು ಪ್ರದೇಶಗಳಲ್ಲಿ ಭೇಟಿ ನೀಡಿ ಜನರ ಸಮಸ್ಯೆಗಳನ್ನು ಆಲಿಸಿ, ಪರಿಹಾರ ಒದಗಿಸುವ ಭರವಸೆ ನೀಡಿದರು. ನಮ್ಮ ಕಾಂಗ್ರೆಸ್ ಸರ್ಕಾರದ ಐದು ಗ್ಯಾರಂಟಿ ಯೋಜನೆಗಳ ಮೂಲಕ ಜನರ ಜೀವನ ಸುಧಾರಿಸಿದೆ. ಮುಂದಿನ ದಿನಗಳಲ್ಲಿ ಕ್ಷೇತ್ರದ ಅಭಿವೃದ್ಧಿಗೆ ಹೆಚ್ಚಿನ ಒತ್ತು ನೀಡಲಾಗುವುದು. ಮಹಾವೀರ ಜಯಂತಿ ಅಂಗವಾಗಿ ಏಪ್ರಿಲ್ 9 ರಂದು ನಡೆಯುವ ಉಪಚುನಾವಣೆಯಲ್ಲಿ ಅಭ್ಯರ್ಥಿಗೆ ಗೆಲ್ಲಿಸಿ ಎಂದು ಸಮರ್ಥ್ ಶಾಮನೂರು ಮನವಿ ಮಾಡಿದರು ಈ ವೇಳೆ ಸ್ಥಳೀಯ ಮುಖಂಡರು, ಕಾರ್ಯಕರ್ತರು, ಅಭಿಮಾನಿಗಳು ಉಪಸ್ಥಿತರಿದ್ದರು. bbox=[30, 585, 238, 694]
story4-col1 bbox=[256, 980, 418, 1146]
story1-headline: ಪ್ರತಿ ಬ್ಯಾರಲ್ ಕಚ್ಚಾ ತೈಲ ದರ 115 ಡಾಲರ್‌ಗೆ ಏರಿಕೆ bbox=[24, 67, 728, 113]
story3-headline: ಗ್ರಾಹಕರಿಗೆ ದರ ಏರಿಕೆ ಬರೆ bbox=[256, 583, 697, 643]
paper-name: ಪ್ರಜಾ ನಾಯಕ bbox=[22, 28, 129, 52]
story3-col1-text: ಯೂನಿಟ್‌ಗೆ 40ರಿಂದ 50 ಪೈಸೆ ಹೆಚ್ಚಳ ಸಾಧ್ಯತೆ ಇದ್ದು, ಬೆಸ್ಕಾಂ ಸೇರಿದಂತೆ ಐದು ಎಸ್ಕಾಂಗಳ ಪ್ರಸ್ತಾವನೆಯಂತೆ ಪ್ರತಿ ಯೂನಿಟ್ ವಿದ್ಯುತ್‌ಗೆ ಸುಮಾರು 40 ರಿಂದ 50 ಪೈಸೆವರೆಗೆ ಹೆಚ್ಚಳ ಮಾಡುವ ಸಾಧ್ಯತೆ ಇದೆ. ನಷ್ಟದಲ್ಲಿರುವ ವಿದ್ಯುತ್ ವಿತರಣಾ ಕಂಪನಿಗಳು ಆರ್ಥಿಕ ಹೊರೆ ಸರಿದೂಗಿಸಲು ಈ ಕ್ರಮ ಅನಿವಾರ್ಯ ಎಂದು ಅಧಿಕಾರಿಗಳು ಅಭಿಪ್ರಾಯಪಟ್ಟಿದ್ದಾರೆ. ಯಾರಿಗೆ ಪರಿಣಾಮ : ಗೃಹ ಬಳಕೆದಾರರು, ವಾಣಿಜ್ಯ ಬಳಕೆದಾರರು, ಕೈಗಾರಿಕಾ ಕ್ಷೇತ್ರ ಈ ಮೂರು ವರ್ಗಗಳಿಗೂ ದರ ಏರಿಕೆಯ ನೇರ bbox=[256, 711, 446, 796]
